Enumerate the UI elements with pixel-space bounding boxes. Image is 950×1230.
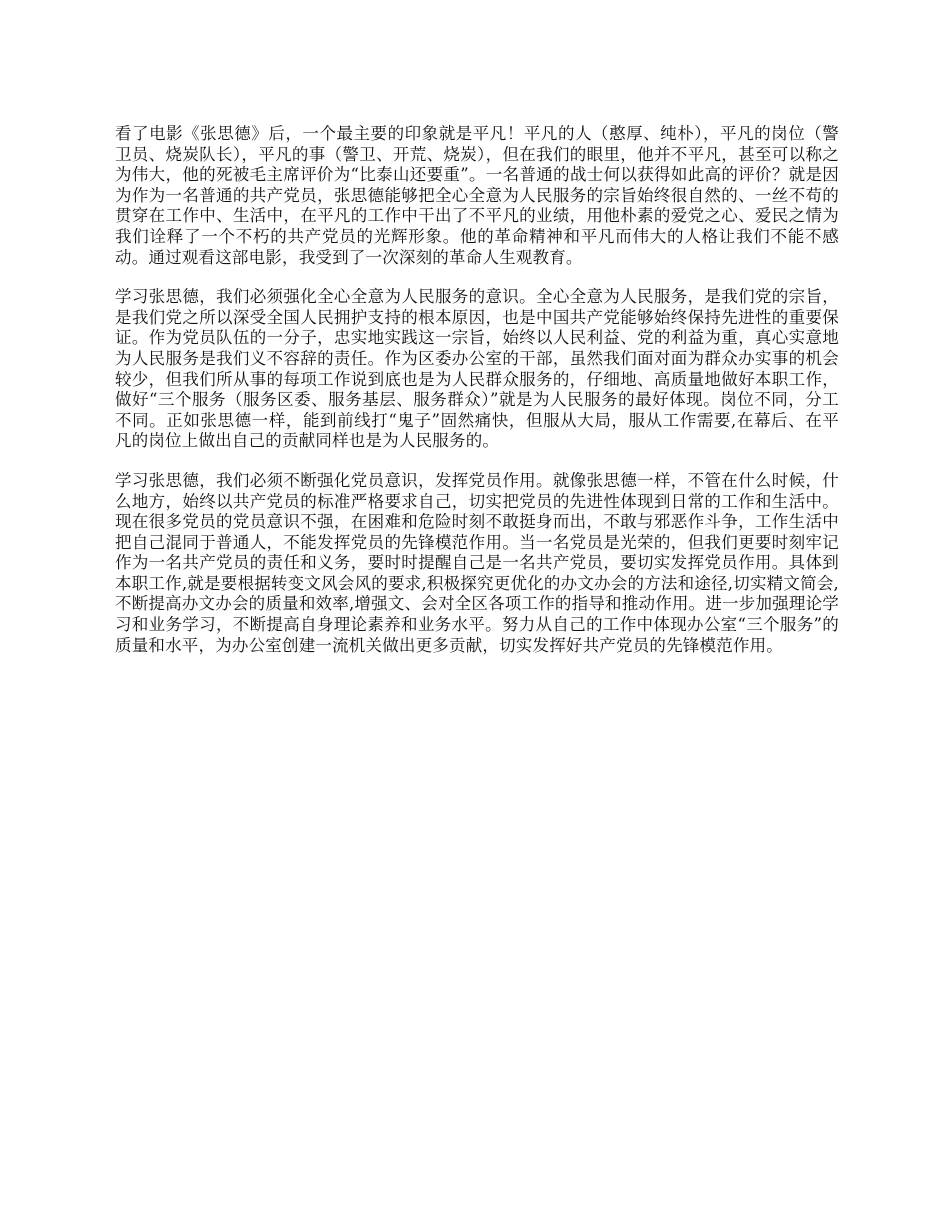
document-page (115, 124, 839, 675)
paragraph-1: 看了电影《张思德》后，一个最主要的印象就是平凡！平凡的人（憨厚、纯朴），平凡的岗位（警卫员、烧炭队长），平凡的事（警卫、开荒、烧炭），但在我们的眼里，他并不平凡，甚至可以称之为伟大，他的死被毛主席评价为“比泰山还要重”。一名普通的战士何以获得如此高的评价？就是因为作为一名普通的共产党员，张思德能够把全心全意为人民服务的宗旨始终很自然的、一丝不苟的贯穿在工作中、生活中，在平凡的工作中干出了不平凡的业绩，用他朴素的爱党之心、爱民之情为我们诠释了一个不朽的共产党员的光辉形象。他的革命精神和平凡而伟大的人格让我们不能不感动。通过观看这部电影，我受到了一次深刻的革命人生观教育。 (115, 124, 839, 267)
paragraph-3: 学习张思德，我们必须不断强化党员意识，发挥党员作用。就像张思德一样，不管在什么时候，什么地方，始终以共产党员的标准严格要求自己，切实把党员的先进性体现到日常的工作和生活中。现在很多党员的党员意识不强，在困难和危险时刻不敢挺身而出，不敢与邪恶作斗争，工作生活中把自己混同于普通人，不能发挥党员的先锋模范作用。当一名党员是光荣的，但我们更要时刻牢记作为一名共产党员的责任和义务，要时时提醒自己是一名共产党员，要切实发挥党员作用。具体到本职工作,就是要根据转变文风会风的要求,积极探究更优化的办文办会的方法和途径,切实精文简会,不断提高办文办会的质量和效率,增强文、会对全区各项工作的指导和推动作用。进一步加强理论学习和业务学习，不断提高自身理论素养和业务水平。努力从自己的工作中体现办公室“三个服务”的质量和水平，为办公室创建一流机关做出更多贡献，切实发挥好共产党员的先锋模范作用。 (115, 470, 839, 655)
paragraph-2: 学习张思德，我们必须强化全心全意为人民服务的意识。全心全意为人民服务，是我们党的宗旨，是我们党之所以深受全国人民拥护支持的根本原因，也是中国共产党能够始终保持先进性的重要保证。作为党员队伍的一分子，忠实地实践这一宗旨，始终以人民利益、党的利益为重，真心实意地为人民服务是我们义不容辞的责任。作为区委办公室的干部，虽然我们面对面为群众办实事的机会较少，但我们所从事的每项工作说到底也是为人民群众服务的，仔细地、高质量地做好本职工作，做好“三个服务（服务区委、服务基层、服务群众）”就是为人民服务的最好体现。岗位不同，分工不同。正如张思德一样，能到前线打“鬼子”固然痛快，但服从大局，服从工作需要,在幕后、在平凡的岗位上做出自己的贡献同样也是为人民服务的。 (115, 287, 839, 451)
